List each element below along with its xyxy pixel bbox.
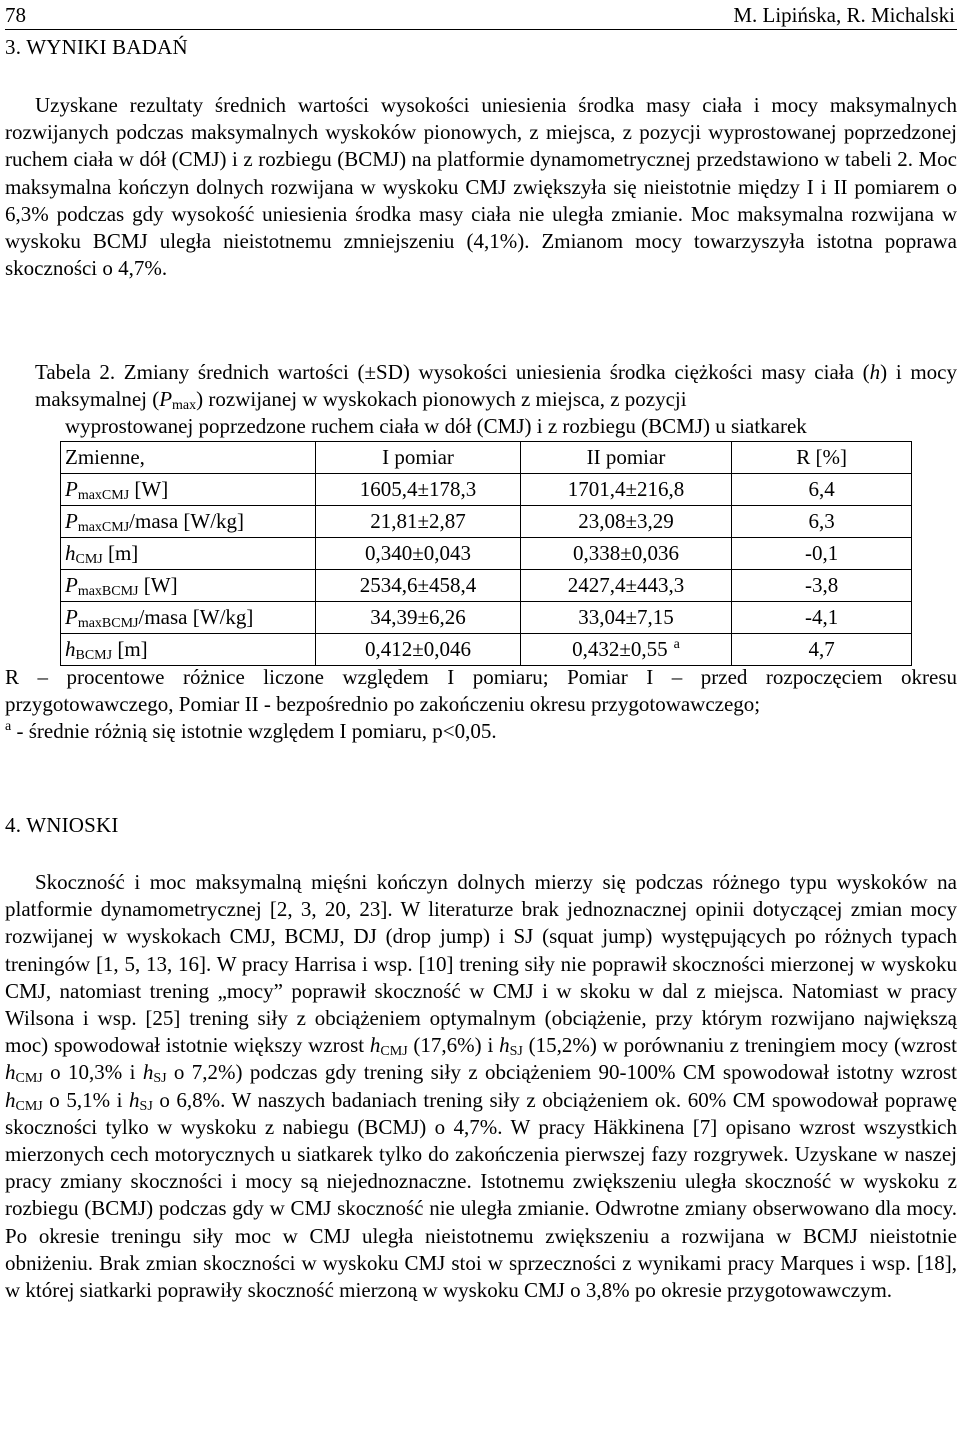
header-cell-first-measurement: I pomiar xyxy=(316,442,520,474)
table-header-row xyxy=(61,442,912,474)
document-page xyxy=(5,0,957,1448)
conclusions-text-4: o 10,3% i xyxy=(42,1060,143,1085)
caption-max-subscript: max xyxy=(172,398,197,414)
r-percent-cell: 6,3 xyxy=(732,506,912,538)
header-cell-second-measurement: II pomiar xyxy=(520,442,732,474)
table-footnote xyxy=(5,664,957,746)
caption-text-4: wyprostowanej poprzedzone ruchem ciała w dół (CMJ) i z rozbiegu (BCMJ) u siatkarek xyxy=(65,414,807,439)
second-measurement-value: 33,04±7,15 xyxy=(578,604,674,629)
significance-marker: a xyxy=(673,636,680,652)
running-authors: M. Lipińska, R. Michalski xyxy=(733,3,955,27)
subscript-cmj: CMJ xyxy=(380,1044,408,1060)
variable-subscript: CMJ xyxy=(75,551,103,567)
caption-text-3: ) rozwijanej w wyskokach pionowych z miejsca, z pozycji xyxy=(196,387,687,412)
symbol-h: h xyxy=(142,1060,154,1085)
variable-symbol: h xyxy=(65,636,76,661)
variable-subscript: maxCMJ xyxy=(77,487,130,503)
table-row xyxy=(61,634,912,666)
first-measurement-cell: 0,412±0,046 xyxy=(316,634,520,666)
variable-unit: [W] xyxy=(138,572,178,597)
variable-cell xyxy=(61,634,316,666)
results-paragraph-text: Uzyskane rezultaty średnich wartości wysokości uniesienia środka masy ciała i mocy maksymalnych rozwijanych podczas maksymalnych wyskoków pionowych, z miejsca, z pozycji wyprostowanej poprzedzonej ruchem ciała w dół (CMJ) i z rozbiegu (BCMJ) na platformie dynamometrycznej przedstawiono w tabeli 2. Moc maksymalna kończyn dolnych rozwijana w wyskoku CMJ zwiększyła się nieistotnie między I i II pomiarem o 6,3% podczas gdy wysokość uniesienia środka masy ciała nie uległa zmianie. Moc maksymalna rozwijana w wyskoku BCMJ uległa nieistotnemu zmniejszeniu (4,1%). Zmianom mocy towarzyszyła istotna poprawa skoczności o 4,7%. xyxy=(5,93,957,281)
section-title-conclusions: 4. WNIOSKI xyxy=(5,813,119,837)
variable-cell xyxy=(61,506,316,538)
second-measurement-cell xyxy=(520,474,732,506)
symbol-h: h xyxy=(5,1060,16,1085)
results-paragraph xyxy=(5,92,957,282)
table-row xyxy=(61,538,912,570)
second-measurement-cell xyxy=(520,602,732,634)
variable-cell xyxy=(61,538,316,570)
second-measurement-value: 23,08±3,29 xyxy=(578,508,674,533)
second-measurement-cell xyxy=(520,634,732,666)
footnote-tail-text: - średnie różnią się istotnie względem I pomiaru, p<0,05. xyxy=(11,719,497,744)
header-cell-variables: Zmienne, xyxy=(61,442,316,474)
symbol-h: h xyxy=(369,1033,381,1058)
first-measurement-cell: 34,39±6,26 xyxy=(316,602,520,634)
table-row xyxy=(61,506,912,538)
caption-h-symbol: h xyxy=(869,360,881,384)
subscript-sj: SJ xyxy=(509,1044,523,1060)
second-measurement-cell xyxy=(520,538,732,570)
subscript-cmj: CMJ xyxy=(15,1098,43,1114)
table-row xyxy=(61,474,912,506)
first-measurement-cell: 2534,6±458,4 xyxy=(316,570,520,602)
variable-subscript: maxCMJ xyxy=(77,519,130,535)
second-measurement-cell xyxy=(520,570,732,602)
r-percent-cell: 4,7 xyxy=(732,634,912,666)
variable-subscript: maxBCMJ xyxy=(77,583,139,599)
variable-symbol: P xyxy=(65,476,78,501)
caption-text-2: ) i mocy maksymalnej ( xyxy=(35,360,958,412)
second-measurement-value: 2427,4±443,3 xyxy=(567,572,685,597)
variable-unit: /masa [W/kg] xyxy=(138,604,254,629)
r-percent-cell: 6,4 xyxy=(732,474,912,506)
conclusions-text-1: Skoczność i moc maksymalną mięśni kończyn dolnych mierzy się podczas różnego typu wyskoków na platformie dynamometrycznej [2, 3, 20, 23]. W literaturze brak jednoznacznej opinii dotyczącej zmian mocy rozwijanej w wyskokach CMJ, BCMJ, DJ (drop jump) i SJ (squat jump) występujących po różnych typach treningów [1, 5, 13, 16]. W pracy Harrisa i wsp. [10] trening siły nie poprawił skoczności mierzonej w wyskoku CMJ, natomiast trening „mocy” poprawił skoczność w CMJ i w skoku w dal z miejsca. Natomiast w pracy Wilsona i wsp. [25] trening siły z obciążeniem optymalnym (obciążenie, przy którym rozwijano największą moc) spowodował istotnie większy wzrost xyxy=(5,870,957,1058)
variable-unit: [m] xyxy=(102,540,139,565)
variable-subscript: maxBCMJ xyxy=(77,615,139,631)
variable-symbol: P xyxy=(65,604,78,629)
header-cell-r-percent: R [%] xyxy=(732,442,912,474)
section-title-results: 3. WYNIKI BADAŃ xyxy=(5,35,188,59)
r-percent-cell: -3,8 xyxy=(732,570,912,602)
symbol-h: h xyxy=(129,1087,140,1112)
variable-unit: [W] xyxy=(129,476,169,501)
variable-symbol: P xyxy=(65,508,78,533)
first-measurement-cell: 0,340±0,043 xyxy=(316,538,520,570)
subscript-cmj: CMJ xyxy=(15,1071,43,1087)
variable-cell xyxy=(61,602,316,634)
subscript-sj: SJ xyxy=(153,1071,167,1087)
r-percent-cell: -0,1 xyxy=(732,538,912,570)
variable-symbol: P xyxy=(65,572,78,597)
caption-p-symbol: P xyxy=(159,387,173,412)
symbol-h: h xyxy=(499,1033,510,1058)
second-measurement-value: 0,432±0,55 xyxy=(572,636,668,661)
second-measurement-value: 1701,4±216,8 xyxy=(567,476,685,501)
conclusions-text-5: o 7,2%) podczas gdy trening siły z obciążeniem 90-100% CM spowodował istotny wzrost xyxy=(166,1060,957,1085)
subscript-sj: SJ xyxy=(139,1098,153,1114)
conclusions-text-2: (17,6%) i xyxy=(407,1033,500,1058)
variable-cell xyxy=(61,474,316,506)
page-header xyxy=(5,2,957,30)
caption-text-1: Tabela 2. Zmiany średnich wartości (±SD) wysokości uniesienia środka ciężkości masy ciała ( xyxy=(35,360,870,384)
second-measurement-value: 0,338±0,036 xyxy=(572,540,679,565)
conclusions-text-3: (15,2%) w porównaniu z treningiem mocy (wzrost xyxy=(522,1033,957,1058)
footnote-sup-marker: a xyxy=(5,719,12,735)
second-measurement-cell xyxy=(520,506,732,538)
symbol-h: h xyxy=(5,1087,16,1112)
variable-unit: [m] xyxy=(112,636,148,661)
first-measurement-cell: 21,81±2,87 xyxy=(316,506,520,538)
r-percent-cell: -4,1 xyxy=(732,602,912,634)
results-table xyxy=(60,441,912,666)
variable-symbol: h xyxy=(65,540,76,565)
conclusions-text-7: o 6,8%. W naszych badaniach trening siły z obciążeniem ok. 60% CM spowodował poprawę skoczności tylko w wyskoku z nabiegu (BCMJ) o 4,7%. W pracy Häkkinena [7] opisano wzrost wszystkich mierzonych cech motorycznych u siatkarek tylko do zakończenia pierwszej fazy rozgrywek. Uzyskane w naszej pracy zmiany skoczności i mocy są niejednoznaczne. Istotnemu zwiększeniu uległa skoczność w wyskoku z rozbiegu (BCMJ) podczas gdy w CMJ skoczność nie uległa zmianie. Odwrotne zmiany obserwowano dla mocy. Po okresie treningu siły moc w CMJ uległa nieistotnemu zwiększeniu a rozwijana w BCMJ nieistotnie obniżeniu. Brak zmian skoczności w wyskoku CMJ stoi w sprzeczności z wynikami pracy Marques i wsp. [18], w której siatkarki poprawiły skoczność mierzoną w wyskoku CMJ o 3,8% po okresie przygotowawczym. xyxy=(5,1087,958,1303)
conclusions-text-6: o 5,1% i xyxy=(42,1087,130,1112)
footnote-text: R – procentowe różnice liczone względem I pomiaru; Pomiar I – przed rozpoczęciem okresu przygotowawczego, Pomiar II - bezpośrednio po zakończeniu okresu przygotowawczego; xyxy=(5,665,957,717)
table-row xyxy=(61,602,912,634)
table-row xyxy=(61,570,912,602)
page-number: 78 xyxy=(5,3,26,27)
conclusions-paragraph xyxy=(5,869,957,1304)
variable-unit: /masa [W/kg] xyxy=(129,508,245,533)
first-measurement-cell: 1605,4±178,3 xyxy=(316,474,520,506)
table-caption xyxy=(35,359,957,441)
variable-subscript: BCMJ xyxy=(75,647,113,663)
variable-cell xyxy=(61,570,316,602)
